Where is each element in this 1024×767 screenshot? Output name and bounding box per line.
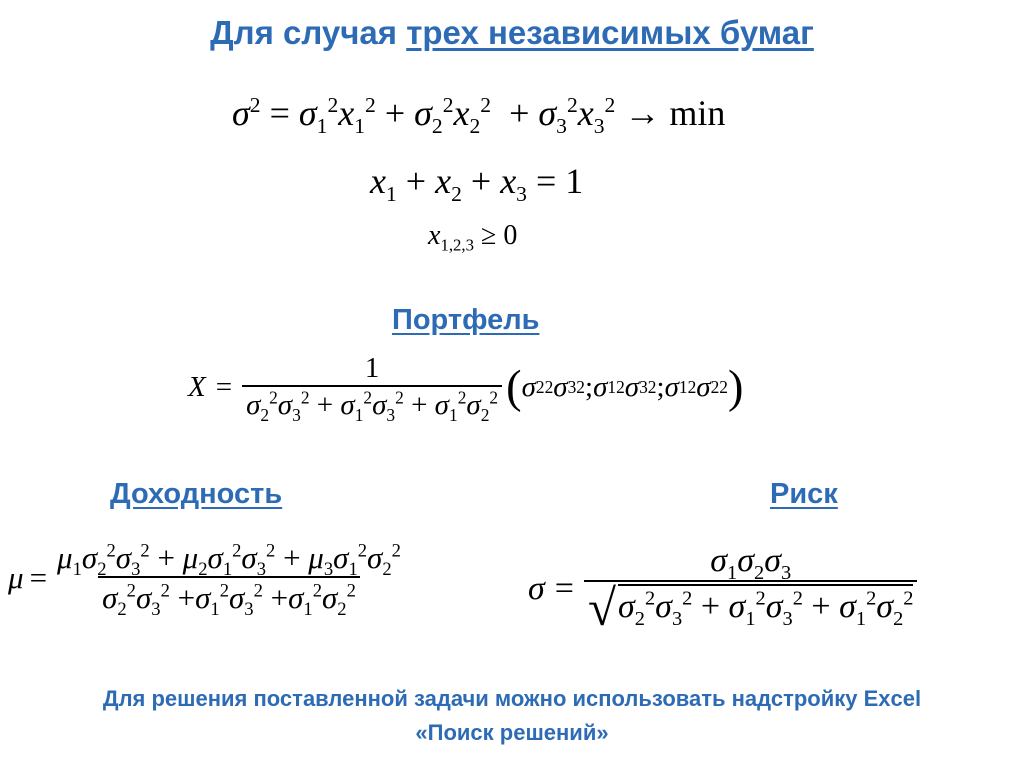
note-line-2: «Поиск решений» <box>415 720 609 745</box>
page-title-prefix: Для случая <box>210 14 407 51</box>
heading-portfolio: Портфель <box>392 304 540 336</box>
constraint-nonneg-formula: $x_{1,2,3} \ge 0$ <box>428 220 518 255</box>
constraint-sum-formula: $x_1 + x_2 + x_3 = 1$ <box>370 161 584 207</box>
note <box>0 682 1024 750</box>
constraint-nonneg-rhs: 0 <box>503 220 518 251</box>
risk-formula: σ = $\sigma_1\sigma_2\sigma_3$ √ $\sigma_2^2\sigma_3^2 + \sigma_1^2\sigma_3^2 + \sigma_1^2\sigma_2^2$ <box>528 542 917 635</box>
sqrt-icon: √ <box>587 581 616 637</box>
portfolio-lhs: X <box>188 370 206 403</box>
return-formula: μ = $\frac{\mu_1\sigma_2^2\sigma_3^2 + \mu_2\sigma_1^2\sigma_3^2 + \mu_3\sigma_1^2\sigma_2^2}{\sigma_2^2\sigma_3^2 +\sigma_1^2\sigma_3^2 +\sigma_1^2\sigma_2^2}$ <box>8 540 405 616</box>
objective-formula: $\sigma^2 = \sigma_1^2x_1^2 + \sigma_2^2x_2^2 + \sigma_3^2x_3^2 \to \min$ <box>232 93 726 139</box>
risk-fraction: $\sigma_1\sigma_2\sigma_3$ √ $\sigma_2^2\sigma_3^2 + \sigma_1^2\sigma_3^2 + \sigma_1^2\sigma_2^2$ <box>584 542 918 635</box>
note-line-1: Для решения поставленной задачи можно использовать надстройку Excel <box>102 686 922 711</box>
page-title-underlined: трех независимых бумаг <box>406 14 814 51</box>
constraint-sum-rhs: 1 <box>565 161 584 201</box>
page-title <box>0 14 1024 52</box>
portfolio-numerator: 1 <box>364 352 380 384</box>
portfolio-fraction: $\frac{1}{\sigma_2^2\sigma_3^2 + \sigma_1^2\sigma_3^2 + \sigma_1^2\sigma_2^2}$ <box>242 352 502 422</box>
min-word: min <box>669 93 726 133</box>
portfolio-formula: X = $\frac{1}{\sigma_2^2\sigma_3^2 + \sigma_1^2\sigma_3^2 + \sigma_1^2\sigma_2^2}$ ( σ 2 2 σ 3 2 ; σ 1 2 σ 3 2 ; σ 1 2 σ 2 2 ) <box>188 352 744 425</box>
heading-risk: Риск <box>770 478 838 510</box>
heading-return: Доходность <box>110 478 283 510</box>
return-fraction: $\frac{\mu_1\sigma_2^2\sigma_3^2 + \mu_2\sigma_1^2\sigma_3^2 + \mu_3\sigma_1^2\sigma_2^2}{\sigma_2^2\sigma_3^2 +\sigma_1^2\sigma_3^2 +\sigma_1^2\sigma_2^2}$ <box>57 540 401 621</box>
nonneg-index: 1,2,3 <box>440 235 474 255</box>
